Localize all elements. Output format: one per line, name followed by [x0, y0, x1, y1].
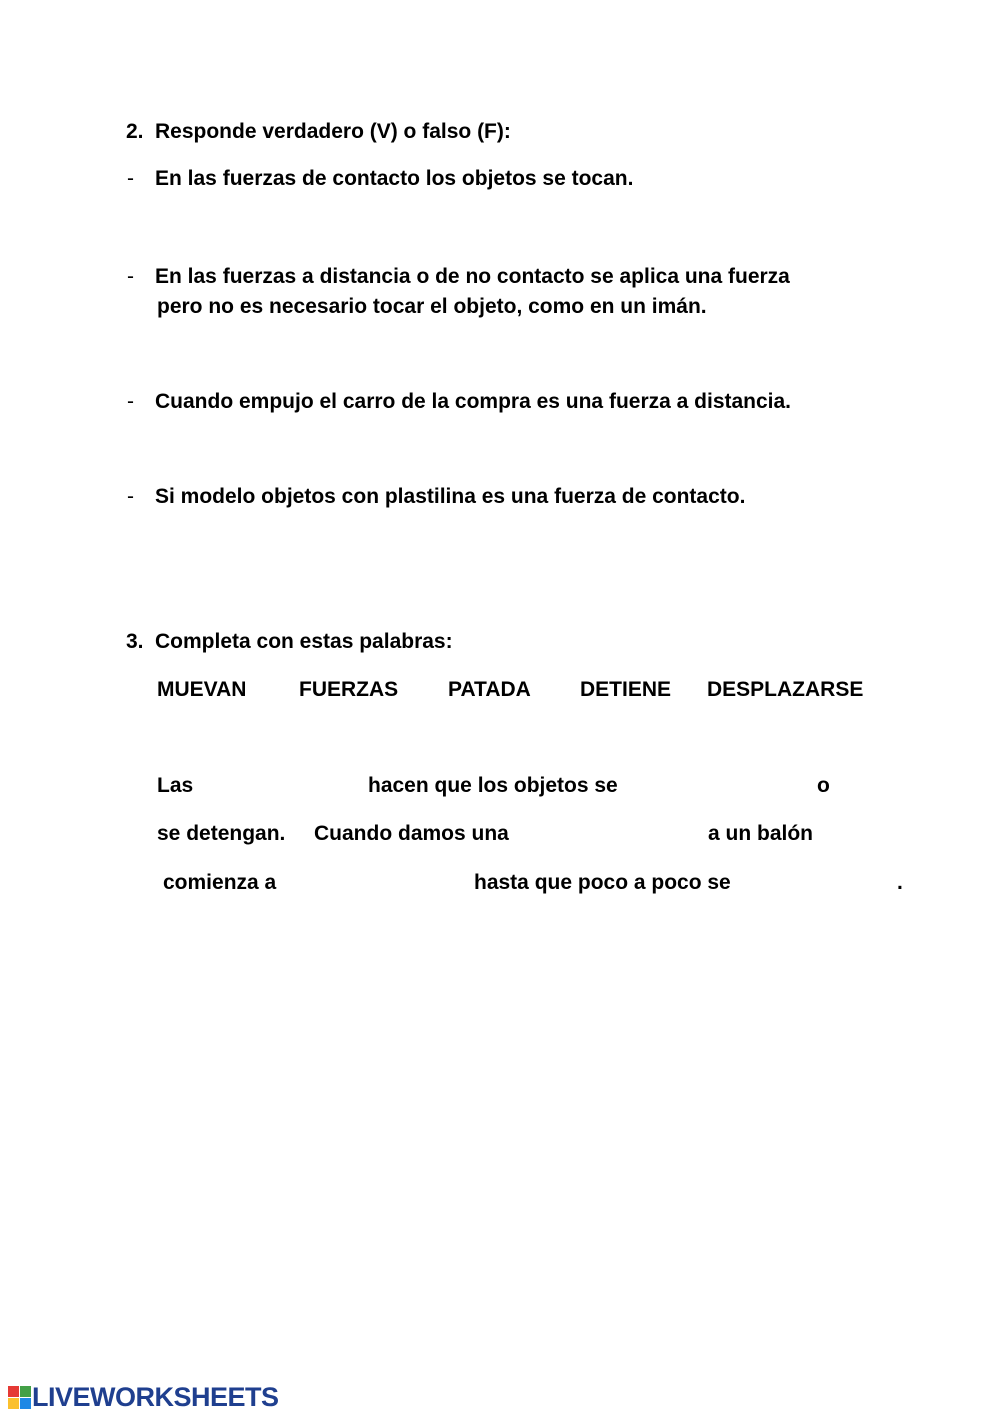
q3-title: Completa con estas palabras: [155, 630, 453, 653]
brand-name: LIVEWORKSHEETS [32, 1382, 279, 1412]
answer-box-2[interactable] [800, 292, 880, 322]
fill-text: Cuando damos una [314, 822, 509, 845]
q2-statement-4: Si modelo objetos con plastilina es una fuerza de contacto. [155, 485, 746, 508]
answer-box-1[interactable] [720, 162, 800, 192]
word-bank-item: FUERZAS [299, 678, 399, 701]
answer-box-3[interactable] [880, 385, 960, 415]
q2-title: Responde verdadero (V) o falso (F): [155, 120, 511, 143]
fill-blank-5[interactable] [768, 865, 893, 895]
fill-text: se detengan. [157, 822, 286, 845]
fill-text: . [897, 871, 903, 894]
q2-statement-1: En las fuerzas de contacto los objetos se tocan. [155, 167, 634, 190]
fill-blank-2[interactable] [655, 768, 810, 798]
word-bank-item: DETIENE [580, 678, 672, 701]
liveworksheets-logo[interactable] [8, 1382, 279, 1413]
fill-text: o [817, 774, 830, 797]
q2-bullet-2: - [127, 265, 134, 288]
answer-box-4[interactable] [830, 480, 910, 510]
logo-squares-icon [8, 1386, 31, 1409]
word-bank-item: DESPLAZARSE [707, 678, 864, 701]
fill-text: Las [157, 774, 194, 797]
fill-text: hacen que los objetos se [368, 774, 618, 797]
word-bank-item: PATADA [448, 678, 531, 701]
q2-statement-2: En las fuerzas a distancia o de no contacto se aplica una fuerza [155, 265, 790, 288]
q2-statement-3: Cuando empujo el carro de la compra es una fuerza a distancia. [155, 390, 792, 413]
q2-bullet-4: - [127, 485, 134, 508]
q2-number: 2. [126, 120, 144, 143]
word-bank-item: MUEVAN [157, 678, 247, 701]
fill-blank-3[interactable] [540, 816, 700, 846]
fill-text: a un balón [708, 822, 813, 845]
fill-text: comienza a [163, 871, 277, 894]
q2-bullet-3: - [127, 390, 134, 413]
fill-text: hasta que poco a poco se [474, 871, 731, 894]
q2-statement-2-line2: pero no es necesario tocar el objeto, como en un imán. [157, 295, 707, 318]
fill-blank-4[interactable] [298, 865, 466, 895]
fill-blank-1[interactable] [205, 768, 360, 798]
q2-bullet-1: - [127, 167, 134, 190]
q3-number: 3. [126, 630, 144, 653]
